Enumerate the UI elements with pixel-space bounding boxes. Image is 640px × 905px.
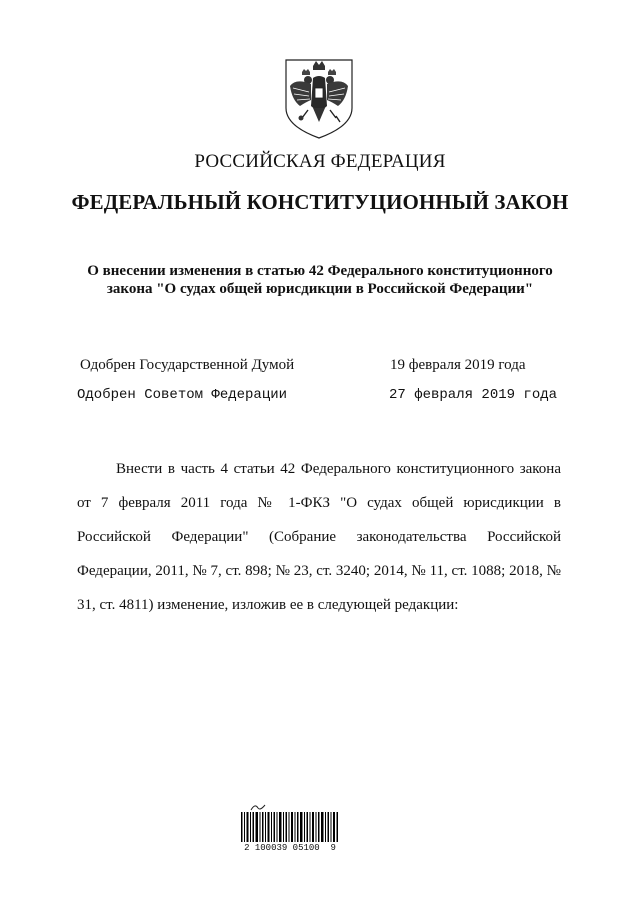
duma-approval-label: Одобрен Государственной Думой: [80, 357, 295, 373]
law-title-line-2: закона "О судах общей юрисдикции в Российской Федерации": [106, 281, 534, 297]
barcode: [241, 812, 339, 853]
country-heading: РОССИЙСКАЯ ФЕДЕРАЦИЯ: [194, 151, 446, 172]
law-title-line-1: О внесении изменения в статью 42 Федерального конституционного: [87, 263, 553, 279]
barcode-number: 2 100039 05100 9: [244, 843, 336, 853]
handwritten-mark-icon: [250, 802, 266, 812]
body-paragraph: Внести в часть 4 статьи 42 Федерального конституционного закона от 7 февраля 2011 года № 1-ФКЗ "О судах общей юрисдикции в Российской Федерации" (Собрание законодательства Российской Федерации, 2011, № 7, ст. 898; № 23, ст. 3240; 2014, № 11, ст. 1088; 2018, № 31, ст. 4811) изменение, изложив ее в следующей редакции:: [77, 461, 561, 613]
law-title: [70, 262, 570, 298]
council-approval-date: 27 февраля 2019 года: [389, 387, 558, 403]
duma-approval-date: 19 февраля 2019 года: [390, 357, 526, 373]
council-approval-label: Одобрен Советом Федерации: [77, 387, 288, 403]
coat-of-arms-emblem: [280, 56, 358, 140]
body-text: [77, 452, 561, 622]
law-type-heading: ФЕДЕРАЛЬНЫЙ КОНСТИТУЦИОННЫЙ ЗАКОН: [71, 190, 569, 214]
barcode-bars: [241, 812, 339, 842]
